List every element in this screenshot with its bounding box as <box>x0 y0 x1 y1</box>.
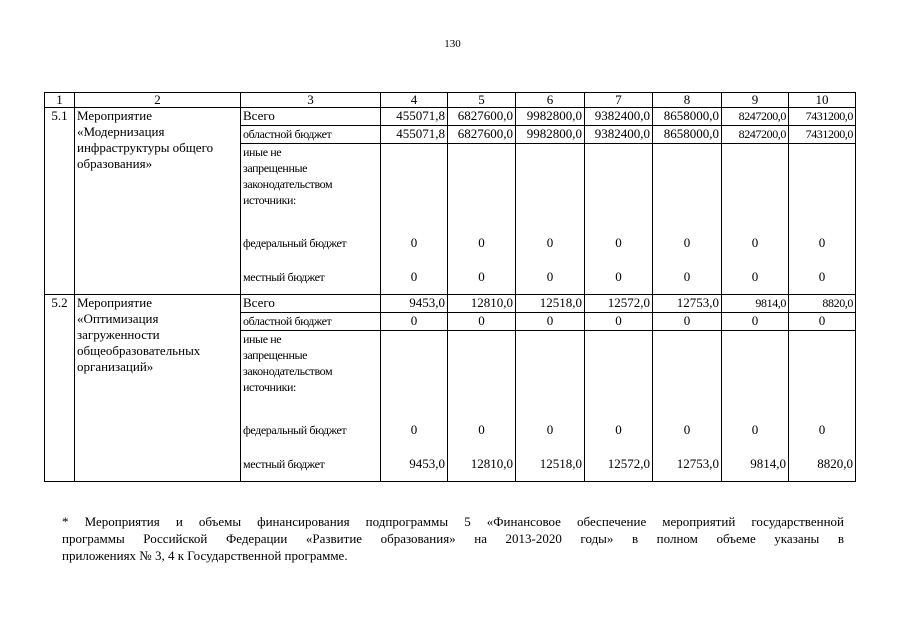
value-cell: 0 <box>585 260 653 295</box>
value-cell: 0 <box>789 260 856 295</box>
value-cell: 0 <box>789 226 856 260</box>
footnote-line: * Мероприятия и объемы финансирования подпрограммы 5 «Финансовое обеспечение мероприятий государственной <box>62 514 844 529</box>
empty-cell <box>789 331 856 414</box>
value-cell: 0 <box>789 413 856 447</box>
item-number: 5.1 <box>45 108 75 295</box>
value-cell: 0 <box>722 313 789 331</box>
source-label: местный бюджет <box>241 260 381 295</box>
empty-cell <box>585 331 653 414</box>
value-cell: 12753,0 <box>653 295 722 313</box>
empty-cell <box>789 144 856 227</box>
source-label: Всего <box>241 108 381 126</box>
value-cell: 9814,0 <box>722 447 789 482</box>
label-line: источники: <box>243 193 296 207</box>
item-title <box>75 108 241 295</box>
value-cell: 12572,0 <box>585 447 653 482</box>
value-cell: 6827600,0 <box>448 108 516 126</box>
value-cell: 12518,0 <box>516 447 585 482</box>
value-cell: 0 <box>585 226 653 260</box>
value-cell: 0 <box>448 226 516 260</box>
value-cell: 0 <box>516 226 585 260</box>
label-line: Мероприятие <box>77 108 152 123</box>
footnote-line: программы Российской Федерации «Развитие образования» на 2013-2020 годы» в полном объеме указаны в <box>62 531 844 546</box>
value-cell: 455071,8 <box>381 108 448 126</box>
value-cell: 8820,0 <box>789 295 856 313</box>
page-number: 130 <box>444 38 461 50</box>
label-line: инфраструктуры общего <box>77 140 214 155</box>
label-line: «Модернизация <box>77 124 165 139</box>
value-cell: 7431200,0 <box>789 126 856 144</box>
col-header: 4 <box>381 93 448 108</box>
empty-cell <box>516 144 585 227</box>
value-cell: 8820,0 <box>789 447 856 482</box>
label-line: общеобразовательных <box>77 343 201 358</box>
value-cell: 9382400,0 <box>585 108 653 126</box>
source-label <box>241 331 381 414</box>
value-cell: 0 <box>585 313 653 331</box>
table-row <box>45 108 856 126</box>
value-cell: 6827600,0 <box>448 126 516 144</box>
col-header: 9 <box>722 93 789 108</box>
value-cell: 8658000,0 <box>653 126 722 144</box>
value-cell: 12753,0 <box>653 447 722 482</box>
value-cell: 8247200,0 <box>722 126 789 144</box>
value-cell: 0 <box>381 313 448 331</box>
value-cell: 12810,0 <box>448 447 516 482</box>
label-line: законодательством <box>243 177 333 191</box>
value-cell: 8247200,0 <box>722 108 789 126</box>
value-cell: 9453,0 <box>381 447 448 482</box>
empty-cell <box>381 144 448 227</box>
value-cell: 0 <box>448 413 516 447</box>
value-cell: 12572,0 <box>585 295 653 313</box>
label-line: организаций» <box>77 359 154 374</box>
col-header: 5 <box>448 93 516 108</box>
col-header: 3 <box>241 93 381 108</box>
value-cell: 0 <box>448 260 516 295</box>
col-header: 1 <box>45 93 75 108</box>
value-cell: 0 <box>448 313 516 331</box>
label-line: запрещенные <box>243 348 308 362</box>
value-cell: 0 <box>516 313 585 331</box>
value-cell: 12810,0 <box>448 295 516 313</box>
value-cell: 12518,0 <box>516 295 585 313</box>
empty-cell <box>653 331 722 414</box>
value-cell: 0 <box>653 413 722 447</box>
header-row <box>45 93 856 108</box>
value-cell: 0 <box>585 413 653 447</box>
value-cell: 0 <box>516 413 585 447</box>
col-header: 10 <box>789 93 856 108</box>
value-cell: 0 <box>381 413 448 447</box>
value-cell: 0 <box>653 260 722 295</box>
source-label: областной бюджет <box>241 126 381 144</box>
value-cell: 0 <box>789 313 856 331</box>
source-label: областной бюджет <box>241 313 381 331</box>
label-line: иные не <box>243 145 282 159</box>
label-line: «Оптимизация <box>77 311 159 326</box>
value-cell: 0 <box>722 260 789 295</box>
empty-cell <box>722 331 789 414</box>
label-line: иные не <box>243 332 282 346</box>
value-cell: 0 <box>516 260 585 295</box>
value-cell: 9382400,0 <box>585 126 653 144</box>
empty-cell <box>722 144 789 227</box>
value-cell: 7431200,0 <box>789 108 856 126</box>
value-cell: 9453,0 <box>381 295 448 313</box>
source-label: Всего <box>241 295 381 313</box>
value-cell: 0 <box>653 313 722 331</box>
value-cell: 8658000,0 <box>653 108 722 126</box>
value-cell: 455071,8 <box>381 126 448 144</box>
financing-table <box>44 92 856 482</box>
value-cell: 9814,0 <box>722 295 789 313</box>
source-label: федеральный бюджет <box>241 226 381 260</box>
value-cell: 0 <box>381 260 448 295</box>
label-line: запрещенные <box>243 161 308 175</box>
item-number: 5.2 <box>45 295 75 482</box>
table-row <box>45 295 856 313</box>
label-line: загруженности <box>77 327 160 342</box>
value-cell: 9982800,0 <box>516 126 585 144</box>
empty-cell <box>448 331 516 414</box>
empty-cell <box>381 331 448 414</box>
label-line: Мероприятие <box>77 295 152 310</box>
source-label: местный бюджет <box>241 447 381 482</box>
label-line: законодательством <box>243 364 333 378</box>
source-label <box>241 144 381 227</box>
item-title <box>75 295 241 482</box>
label-line: источники: <box>243 380 296 394</box>
col-header: 7 <box>585 93 653 108</box>
source-label: федеральный бюджет <box>241 413 381 447</box>
value-cell: 0 <box>653 226 722 260</box>
empty-cell <box>653 144 722 227</box>
value-cell: 0 <box>722 413 789 447</box>
footnote-line: приложениях № 3, 4 к Государственной программе. <box>62 548 348 563</box>
col-header: 8 <box>653 93 722 108</box>
value-cell: 0 <box>381 226 448 260</box>
empty-cell <box>516 331 585 414</box>
col-header: 2 <box>75 93 241 108</box>
value-cell: 0 <box>722 226 789 260</box>
value-cell: 9982800,0 <box>516 108 585 126</box>
col-header: 6 <box>516 93 585 108</box>
label-line: образования» <box>77 156 153 171</box>
empty-cell <box>585 144 653 227</box>
empty-cell <box>448 144 516 227</box>
